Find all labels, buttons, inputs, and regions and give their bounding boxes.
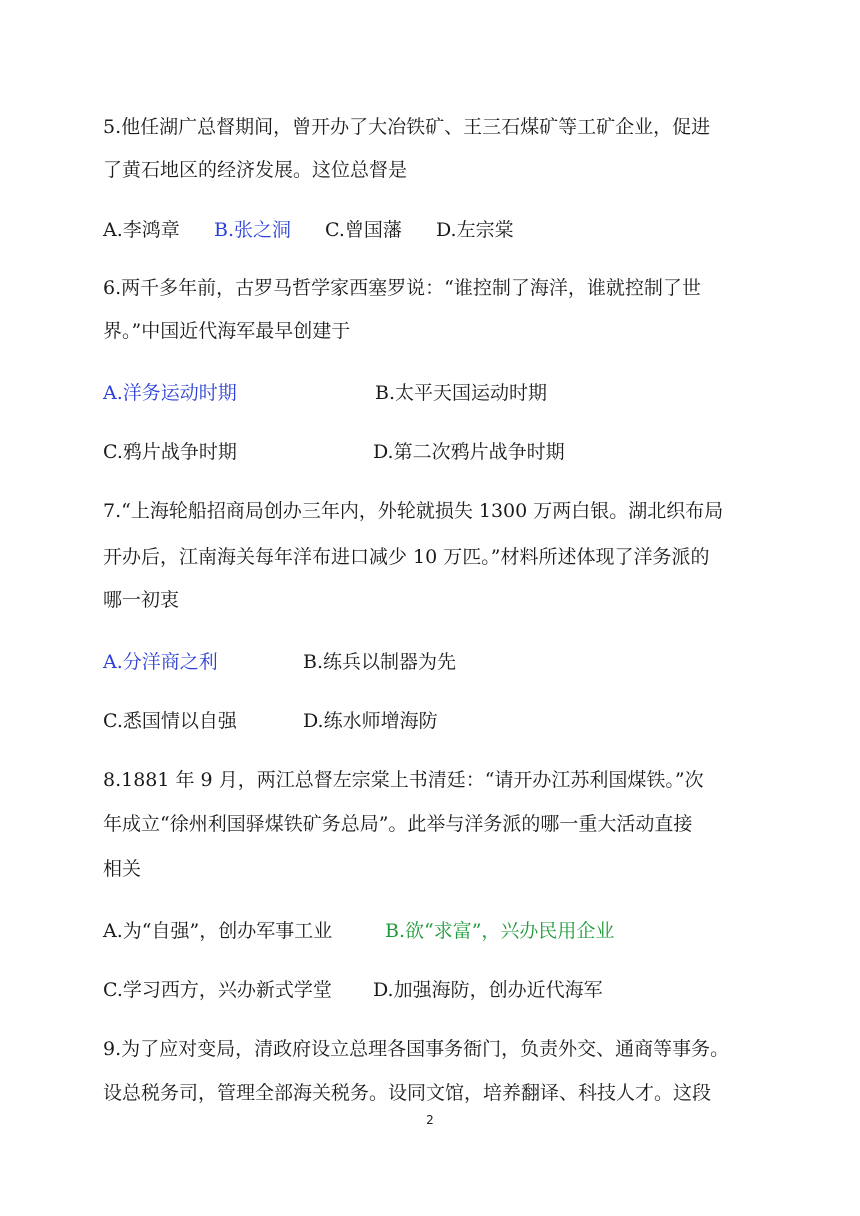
question-7-line-3: 哪一初衷 [103, 589, 180, 611]
q7-option-d: D.练水师增海防 [303, 710, 438, 732]
question-6-line-1: 6.两千多年前，古罗马哲学家西塞罗说：“谁控制了海洋，谁就控制了世 [103, 277, 701, 299]
question-9-line-1: 9.为了应对变局，清政府设立总理各国事务衙门，负责外交、通商等事务。 [103, 1038, 730, 1060]
question-6-line-2: 界。”中国近代海军最早创建于 [103, 320, 351, 342]
question-5-line-2: 了黄石地区的经济发展。这位总督是 [103, 159, 408, 181]
q5-option-c: C.曾国藩 [325, 219, 402, 241]
question-8-line-3: 相关 [103, 858, 142, 880]
q6-option-a-answer: A.洋务运动时期 [103, 382, 237, 404]
q6-option-d: D.第二次鸦片战争时期 [373, 441, 565, 463]
q5-option-b-answer: B.张之洞 [214, 219, 292, 241]
page-number: 2 [426, 1113, 434, 1127]
question-9-line-2: 设总税务司，管理全部海关税务。设同文馆，培养翻译、科技人才。这段 [103, 1082, 712, 1104]
question-8-line-2: 年成立“徐州利国驿煤铁矿务总局”。此举与洋务派的哪一重大活动直接 [103, 813, 693, 835]
question-7-line-1: 7.“上海轮船招商局创办三年内，外轮就损失 1300 万两白银。湖北织布局 [103, 500, 724, 522]
q6-option-b: B.太平天国运动时期 [375, 382, 548, 404]
q8-option-d: D.加强海防，创办近代海军 [373, 979, 603, 1001]
q5-option-d: D.左宗棠 [436, 219, 514, 241]
q7-option-c: C.悉国情以自强 [103, 710, 237, 732]
question-7-line-2: 开办后，江南海关每年洋布进口减少 10 万匹。”材料所述体现了洋务派的 [103, 546, 710, 568]
question-5-line-1: 5.他任湖广总督期间，曾开办了大冶铁矿、王三石煤矿等工矿企业，促进 [103, 116, 711, 138]
q6-option-c: C.鸦片战争时期 [103, 441, 237, 463]
q8-option-c: C.学习西方，兴办新式学堂 [103, 979, 332, 1001]
q8-option-b-answer: B.欲“求富”，兴办民用企业 [385, 920, 615, 942]
q7-option-a-answer: A.分洋商之利 [103, 651, 218, 673]
question-8-line-1: 8.1881 年 9 月，两江总督左宗棠上书清廷：“请开办江苏利国煤铁。”次 [103, 769, 704, 791]
q7-option-b: B.练兵以制器为先 [303, 651, 457, 673]
q8-option-a: A.为“自强”，创办军事工业 [103, 920, 333, 942]
q5-option-a: A.李鸿章 [103, 219, 180, 241]
